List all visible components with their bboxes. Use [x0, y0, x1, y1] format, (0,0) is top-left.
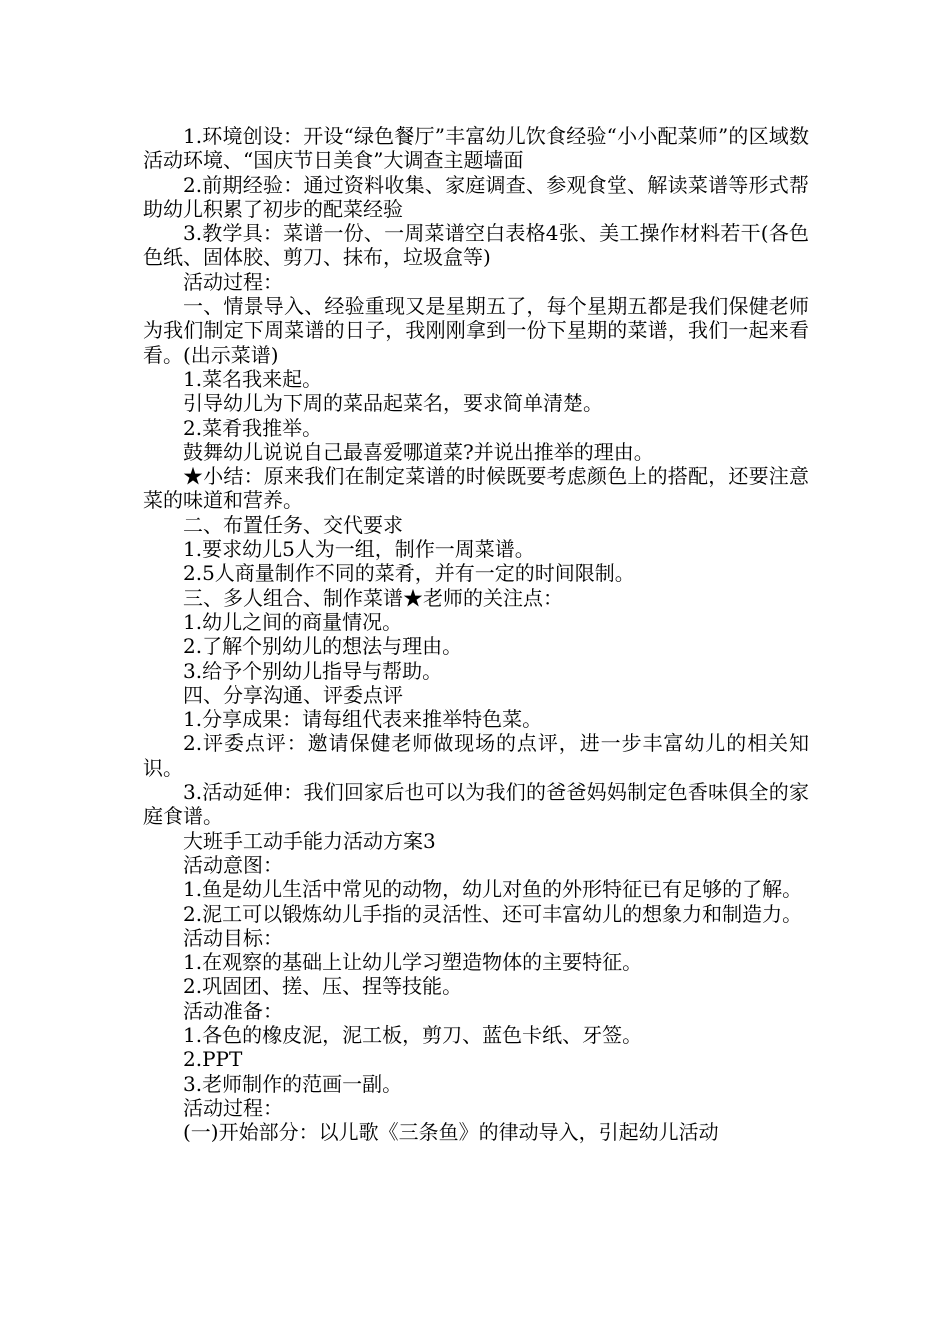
document-body	[143, 124, 809, 1144]
paragraph: 一、情景导入、经验重现又是星期五了，每个星期五都是我们保健老师为我们制定下周菜谱的日子，我刚刚拿到一份下星期的菜谱，我们一起来看看。(出示菜谱)	[143, 294, 809, 367]
paragraph: 2.泥工可以锻炼幼儿手指的灵活性、还可丰富幼儿的想象力和制造力。	[183, 901, 803, 926]
paragraph: 3.老师制作的范画一副。	[183, 1071, 403, 1096]
section-heading: 活动目标：	[183, 925, 283, 950]
section-heading: 二、布置任务、交代要求	[183, 512, 403, 537]
paragraph: ★小结：原来我们在制定菜谱的时候既要考虑颜色上的搭配，还要注意菜的味道和营养。	[143, 464, 809, 513]
section-heading: 活动过程：	[183, 269, 283, 294]
paragraph: 2.PPT	[183, 1047, 243, 1072]
paragraph: 1.要求幼儿5人为一组，制作一周菜谱。	[183, 537, 535, 562]
paragraph: 1.各色的橡皮泥，泥工板，剪刀、蓝色卡纸、牙签。	[183, 1022, 643, 1047]
paragraph: 引导幼儿为下周的菜品起菜名，要求简单清楚。	[183, 391, 603, 416]
paragraph: 鼓舞幼儿说说自己最喜爱哪道菜?并说出推举的理由。	[183, 439, 654, 464]
paragraph: (一)开始部分：以儿歌《三条鱼》的律动导入，引起幼儿活动	[183, 1120, 719, 1145]
paragraph: 1.环境创设：开设“绿色餐厅”丰富幼儿饮食经验“小小配菜师”的区域数活动环境、“国庆节日美食”大调查主题墙面	[143, 124, 809, 173]
paragraph: 3.给予个别幼儿指导与帮助。	[183, 658, 443, 683]
section-heading: 四、分享沟通、评委点评	[183, 682, 403, 707]
paragraph: 3.教学具：菜谱一份、一周菜谱空白表格4张、美工操作材料若干(各色色纸、固体胶、剪刀、抹布，垃圾盒等)	[143, 221, 809, 270]
section-heading: 活动意图：	[183, 852, 283, 877]
paragraph: 2.前期经验：通过资料收集、家庭调查、参观食堂、解读菜谱等形式帮助幼儿积累了初步的配菜经验	[143, 172, 809, 221]
section-heading: 活动过程：	[183, 1095, 283, 1120]
paragraph: 2.菜肴我推举。	[183, 415, 323, 440]
paragraph: 2.评委点评：邀请保健老师做现场的点评，进一步丰富幼儿的相关知识。	[143, 731, 809, 780]
section-heading: 活动准备：	[183, 998, 283, 1023]
paragraph: 1.在观察的基础上让幼儿学习塑造物体的主要特征。	[183, 950, 643, 975]
paragraph: 1.幼儿之间的商量情况。	[183, 609, 403, 634]
paragraph: 1.鱼是幼儿生活中常见的动物，幼儿对鱼的外形特征已有足够的了解。	[183, 877, 803, 902]
paragraph: 2.5人商量制作不同的菜肴，并有一定的时间限制。	[183, 561, 635, 586]
paragraph: 1.菜名我来起。	[183, 366, 323, 391]
section-heading: 三、多人组合、制作菜谱★老师的关注点：	[183, 585, 563, 610]
paragraph: 1.分享成果：请每组代表来推举特色菜。	[183, 707, 543, 732]
paragraph: 3.活动延伸：我们回家后也可以为我们的爸爸妈妈制定色香味俱全的家庭食谱。	[143, 780, 809, 829]
document-title: 大班手工动手能力活动方案3	[183, 828, 436, 853]
paragraph: 2.巩固团、搓、压、捏等技能。	[183, 974, 463, 999]
paragraph: 2.了解个别幼儿的想法与理由。	[183, 634, 463, 659]
